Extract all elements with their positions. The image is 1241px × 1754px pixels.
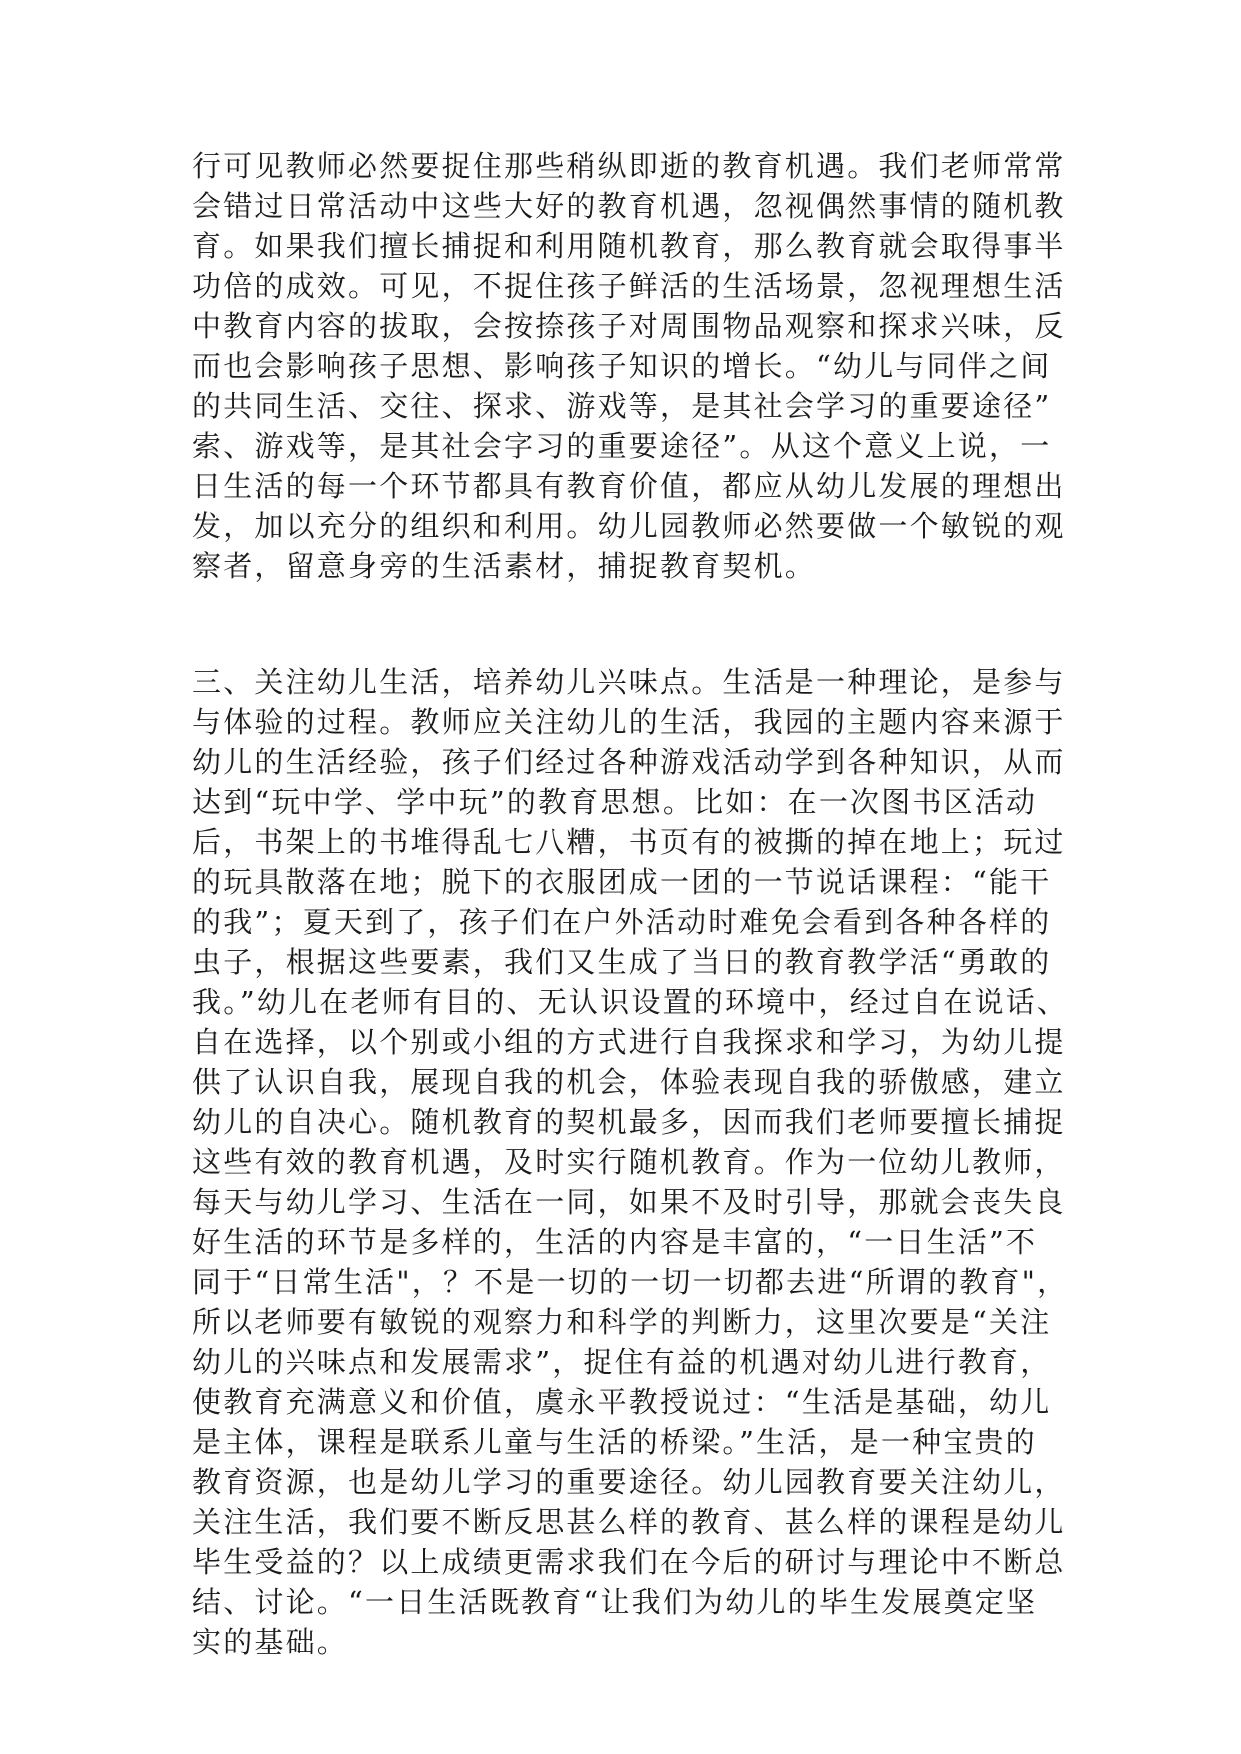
text-line: 日生活的每一个环节都具有教育价值，都应从幼儿发展的理想出 bbox=[192, 469, 1066, 503]
text-line: 行可见教师必然要捉住那些稍纵即逝的教育机遇。我们老师常常 bbox=[192, 149, 1066, 183]
text-line: 的玩具散落在地；脱下的衣服团成一团的一节说话课程：“能干 bbox=[192, 865, 1052, 899]
text-line: 幼儿的生活经验，孩子们经过各种游戏活动学到各种知识，从而 bbox=[192, 745, 1066, 779]
text-line: 教育资源，也是幼儿学习的重要途径。幼儿园教育要关注幼儿， bbox=[192, 1465, 1066, 1499]
paragraph bbox=[192, 146, 1092, 586]
text-line: 中教育内容的拔取，会按捺孩子对周围物品观察和探求兴味，反 bbox=[192, 309, 1066, 343]
text-line: 与体验的过程。教师应关注幼儿的生活，我园的主题内容来源于 bbox=[192, 705, 1066, 739]
text-line: 这些有效的教育机遇，及时实行随机教育。作为一位幼儿教师， bbox=[192, 1145, 1066, 1179]
text-line: 关注生活，我们要不断反思甚么样的教育、甚么样的课程是幼儿 bbox=[192, 1505, 1066, 1539]
text-line: 我。”幼儿在老师有目的、无认识设置的环境中，经过自在说话、 bbox=[192, 985, 1069, 1019]
text-line: 幼儿的自决心。随机教育的契机最多，因而我们老师要擅长捕捉 bbox=[192, 1105, 1066, 1139]
text-line: 结、讨论。“一日生活既教育“让我们为幼儿的毕生发展奠定坚 bbox=[192, 1585, 1038, 1619]
text-line: 好生活的环节是多样的，生活的内容是丰富的，“一日生活”不 bbox=[192, 1225, 1038, 1259]
text-line: 三、关注幼儿生活，培养幼儿兴味点。生活是一种理论，是参与 bbox=[192, 665, 1066, 699]
text-line: 自在选择，以个别或小组的方式进行自我探求和学习，为幼儿提 bbox=[192, 1025, 1066, 1059]
text-line: 的我”；夏天到了，孩子们在户外活动时难免会看到各种各样的 bbox=[192, 905, 1052, 939]
text-line: 所以老师要有敏锐的观察力和科学的判断力，这里次要是“关注 bbox=[192, 1305, 1052, 1339]
text-line: 会错过日常活动中这些大好的教育机遇，忽视偶然事情的随机教 bbox=[192, 189, 1066, 223]
text-line: 是主体，课程是联系儿童与生活的桥梁。”生活，是一种宝贵的 bbox=[192, 1425, 1037, 1459]
text-line: 发，加以充分的组织和利用。幼儿园教师必然要做一个敏锐的观 bbox=[192, 509, 1066, 543]
text-line: 每天与幼儿学习、生活在一同，如果不及时引导，那就会丧失良 bbox=[192, 1185, 1066, 1219]
text-line: 察者，留意身旁的生活素材，捕捉教育契机。 bbox=[192, 549, 817, 583]
text-line: 育。如果我们擅长捕捉和利用随机教育，那么教育就会取得事半 bbox=[192, 229, 1066, 263]
text-line: 后，书架上的书堆得乱七八糟，书页有的被撕的掉在地上；玩过 bbox=[192, 825, 1066, 859]
text-line: 达到“玩中学、学中玩”的教育思想。比如：在一次图书区活动 bbox=[192, 785, 1038, 819]
text-line: 毕生受益的？以上成绩更需求我们在今后的研讨与理论中不断总 bbox=[192, 1545, 1066, 1579]
text-line: 虫子，根据这些要素，我们又生成了当日的教育教学活“勇敢的 bbox=[192, 945, 1052, 979]
text-line: 同于“日常生活"，？不是一切的一切一切都去进“所谓的教育"， bbox=[192, 1265, 1069, 1299]
text-line: 使教育充满意义和价值，虞永平教授说过：“生活是基础，幼儿 bbox=[192, 1385, 1052, 1419]
text-line: 幼儿的兴味点和发展需求”，捉住有益的机遇对幼儿进行教育， bbox=[192, 1345, 1052, 1379]
text-line: 的共同生活、交往、探求、游戏等，是其社会学习的重要途径” bbox=[192, 389, 1052, 423]
text-line: 而也会影响孩子思想、影响孩子知识的增长。“幼儿与同伴之间 bbox=[192, 349, 1052, 383]
text-line: 实的基础。 bbox=[192, 1625, 349, 1659]
text-line: 索、游戏等，是其社会字习的重要途径”。从这个意义上说，一 bbox=[192, 429, 1052, 463]
text-line: 供了认识自我，展现自我的机会，体验表现自我的骄傲感，建立 bbox=[192, 1065, 1066, 1099]
paragraph bbox=[192, 662, 1092, 1662]
text-line: 功倍的成效。可见，不捉住孩子鲜活的生活场景，忽视理想生活 bbox=[192, 269, 1066, 303]
